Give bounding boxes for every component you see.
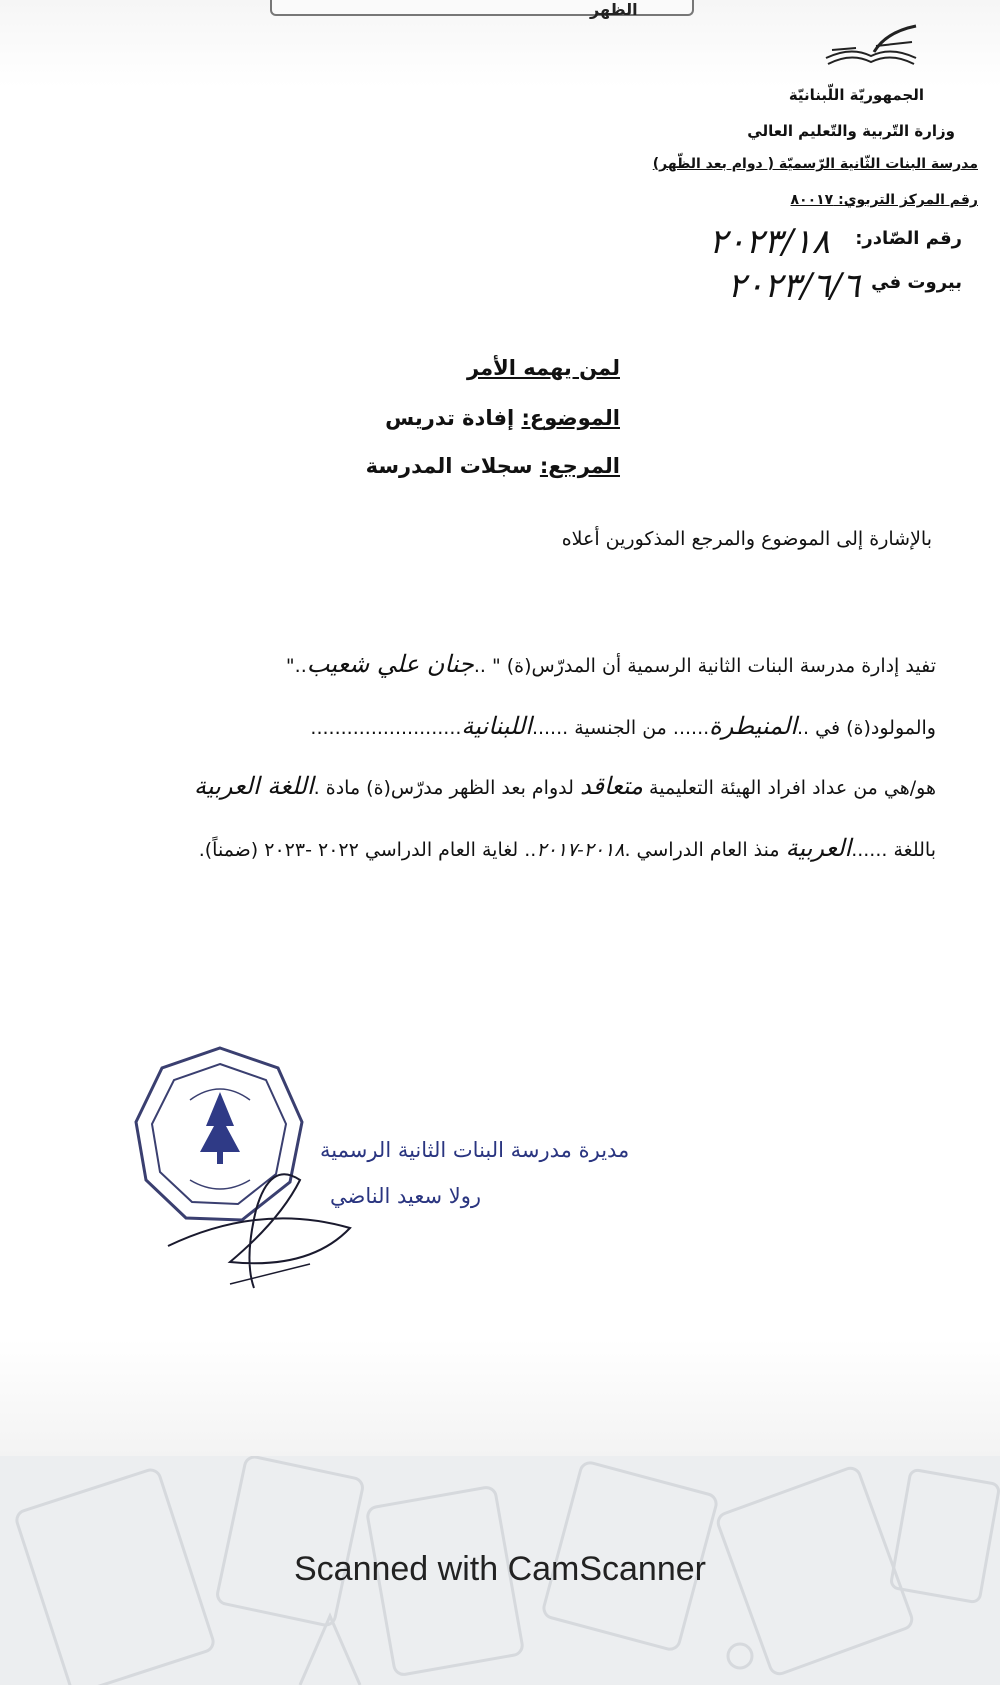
subject-value: إفادة تدريس (385, 406, 515, 430)
to-whom-text: لمن يهمه الأمر (467, 356, 620, 380)
born-label: والمولود(ة) في (815, 717, 936, 739)
subject-key: الموضوع: (521, 406, 620, 430)
reference-value: سجلات المدرسة (365, 454, 533, 478)
principal-title: مديرة مدرسة البنات الثانية الرسمية (320, 1138, 630, 1162)
contract-type: متعاقد (579, 772, 643, 800)
date-label: بيروت في (871, 272, 962, 293)
principal-name: رولا سعيد الناضي (330, 1184, 481, 1208)
center-number: رقم المركز التربوي: ٨٠٠١٧ (790, 192, 978, 208)
top-cut-text: الظهر (590, 0, 638, 19)
body-line-1: تفيد إدارة مدرسة البنات الثانية الرسمية أن المدرّس(ة) " ..جنان علي شعيب.." (285, 650, 936, 678)
subject-taught: اللغة العربية (194, 772, 314, 800)
language: العربية (785, 834, 852, 862)
start-year: ٢٠١٨-٢٠١٧ (536, 839, 625, 861)
subject-line (385, 406, 620, 430)
body-line-3: هو/هي من عداد افراد الهيئة التعليمية متعاقد لدوام بعد الظهر مدرّس(ة) مادة .اللغة العربية (194, 772, 936, 800)
scanned-with-camscanner-label: Scanned with CamScanner (293, 1550, 706, 1588)
nationality-label: من الجنسية (574, 717, 667, 739)
reference-key: المرجع: (539, 454, 620, 478)
outgoing-number-label: رقم الصّادر: (855, 228, 962, 249)
intro-paragraph: بالإشارة إلى الموضوع والمرجع المذكورين أعلاه (561, 528, 932, 550)
republic-label: الجمهوريّة اللّبنانيّة (788, 86, 924, 104)
school-label: مدرسة البنات الثّانية الرّسميّة ( دوام بعد الظّهر) (652, 156, 978, 172)
language-label: باللغة (893, 839, 936, 861)
line1-suffix: " (285, 655, 295, 677)
since-label: منذ العام الدراسي (636, 839, 780, 861)
outgoing-number-value: ٢٠٢٣/١٨ (708, 222, 830, 262)
handwritten-signature-icon (160, 1140, 360, 1290)
line3-mid: لدوام بعد الظهر مدرّس(ة) مادة (325, 777, 574, 799)
nationality: اللبنانية (461, 712, 532, 740)
body-line-4: باللغة ......العربية منذ العام الدراسي .٢٠١٨-٢٠١٧.. لغاية العام الدراسي ٢٠٢٢ -٢٠٢٣ (ضمناً). (198, 834, 936, 862)
birthplace: المنيطرة (709, 712, 797, 740)
line1-prefix: تفيد إدارة مدرسة البنات الثانية الرسمية أن المدرّس(ة) " (491, 655, 936, 677)
to-whom-heading (467, 356, 620, 380)
open-book-logo-icon (816, 22, 926, 74)
body-line-2: والمولود(ة) في ..المنيطرة...... من الجنسية ......اللبنانية......................... (310, 712, 936, 740)
ministry-label: وزارة التّربية والتّعليم العالي (747, 122, 955, 140)
line3-prefix: هو/هي من عداد افراد الهيئة التعليمية (649, 777, 936, 799)
teacher-name: جنان علي شعيب (306, 650, 474, 678)
date-value: ٢٠٢٣/٦/٦ (727, 266, 860, 306)
until-label: لغاية العام الدراسي ٢٠٢٢ -٢٠٢٣ (ضمناً). (198, 839, 519, 861)
reference-line (366, 454, 620, 478)
